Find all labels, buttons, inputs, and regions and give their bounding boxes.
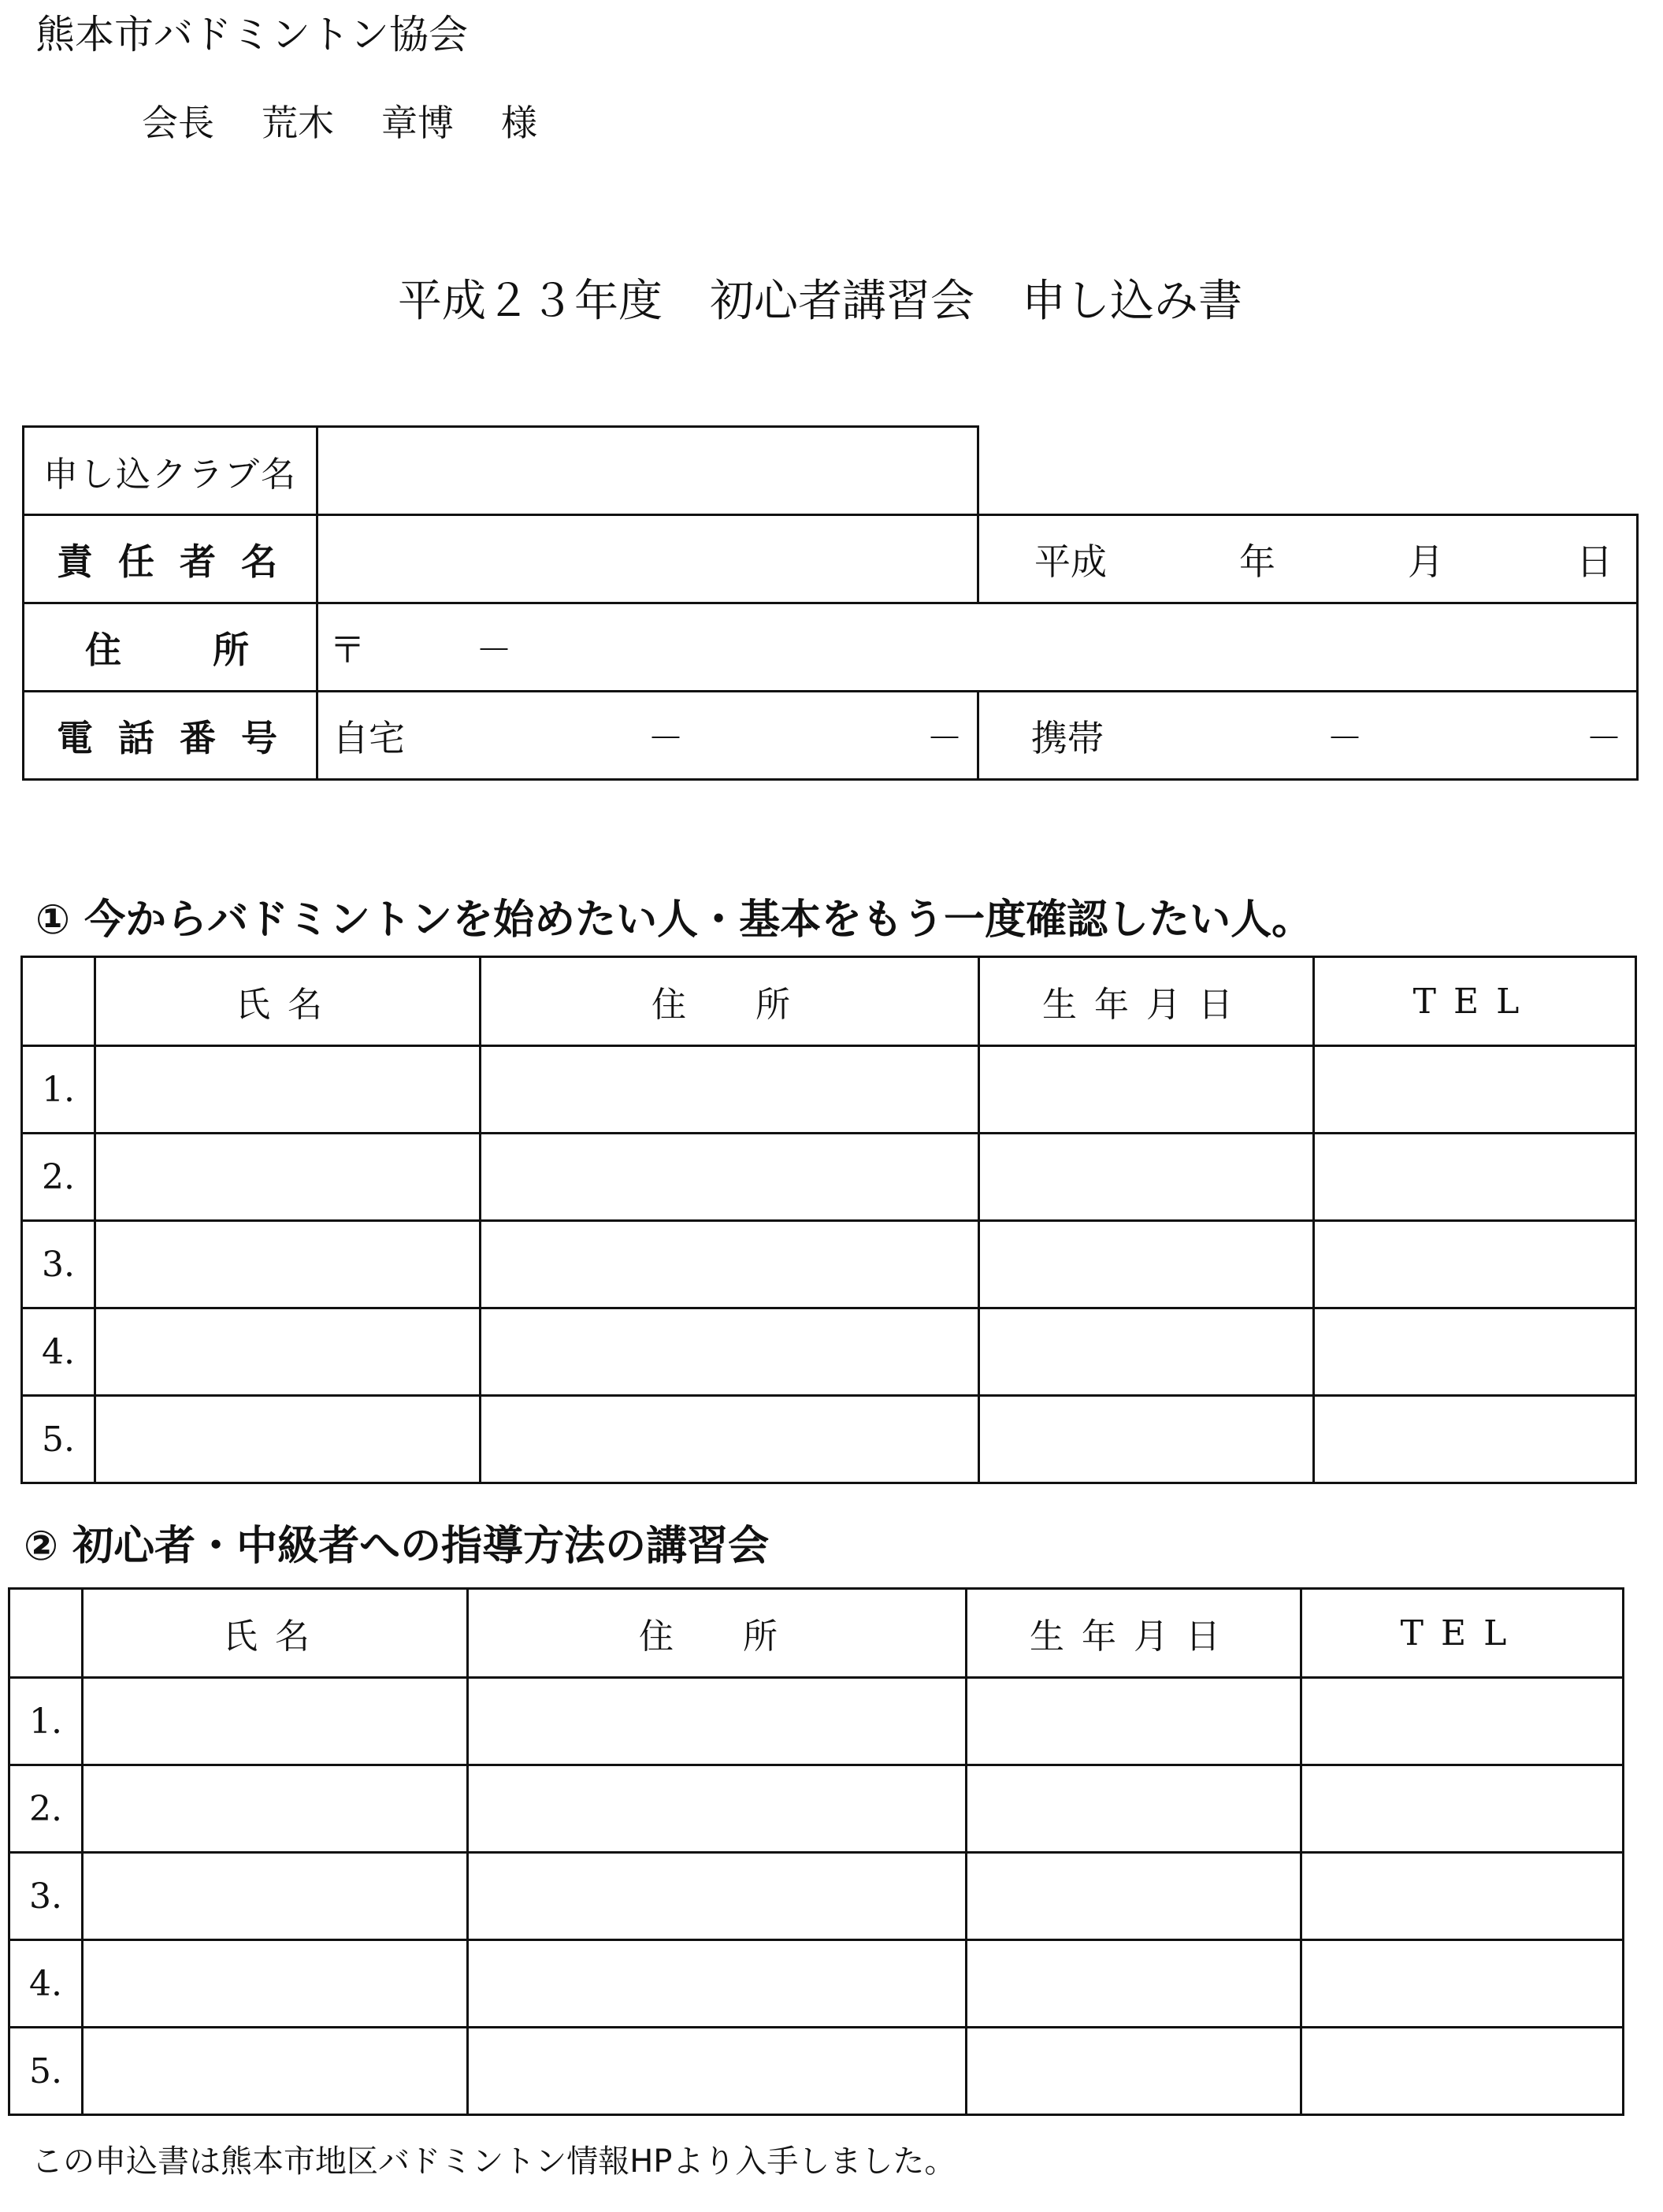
addressee-title: 会長 <box>142 102 214 144</box>
row-number: 1. <box>9 1678 83 1765</box>
birthdate-cell[interactable] <box>967 1940 1301 2028</box>
postal-dash: － <box>476 628 512 671</box>
row-number: 1. <box>22 1046 95 1134</box>
table-row <box>9 1940 1624 2028</box>
tel-cell[interactable] <box>1301 1940 1624 2028</box>
address-cell[interactable] <box>468 2028 967 2115</box>
address-column-header: 住 所 <box>481 957 979 1046</box>
birthdate-cell[interactable] <box>979 1134 1314 1221</box>
date-year-label: 年 <box>1239 540 1275 583</box>
tel-cell[interactable] <box>1301 1765 1624 1853</box>
address-cell[interactable] <box>481 1134 979 1221</box>
tel-cell[interactable] <box>1301 2028 1624 2115</box>
section2-table <box>8 1587 1624 2116</box>
row-number: 5. <box>22 1396 95 1483</box>
table-row <box>22 1221 1636 1308</box>
row-number-header <box>9 1589 83 1678</box>
title-year: 平成２３年度 <box>398 276 663 327</box>
row-number: 3. <box>22 1221 95 1308</box>
mobile-phone-field[interactable] <box>978 692 1638 780</box>
address-cell[interactable] <box>468 1765 967 1853</box>
table-row <box>9 1765 1624 1853</box>
tel-cell[interactable] <box>1301 1853 1624 1940</box>
row-number-header <box>22 957 95 1046</box>
address-cell[interactable] <box>481 1308 979 1396</box>
home-phone-dash-1: － <box>648 716 684 759</box>
manager-name-field[interactable] <box>317 515 978 603</box>
postal-mark: 〒 <box>329 628 366 671</box>
home-phone-dash-2: － <box>926 716 963 759</box>
name-cell[interactable] <box>83 2028 468 2115</box>
name-cell[interactable] <box>95 1134 481 1221</box>
tel-column-header: TEL <box>1301 1589 1624 1678</box>
addressee-honorific: 様 <box>501 102 537 144</box>
title-event: 初心者講習会 <box>710 276 974 327</box>
manager-name-label: 責 任 者 名 <box>24 515 317 603</box>
tel-cell[interactable] <box>1314 1221 1636 1308</box>
row-number: 5. <box>9 2028 83 2115</box>
row-number: 3. <box>9 1853 83 1940</box>
address-column-header: 住 所 <box>468 1589 967 1678</box>
tel-cell[interactable] <box>1314 1308 1636 1396</box>
name-cell[interactable] <box>95 1221 481 1308</box>
table-row <box>9 1678 1624 1765</box>
mobile-phone-dash-1: － <box>1327 716 1363 759</box>
table-row <box>22 1396 1636 1483</box>
section1-heading: ① 今からバドミントンを始めたい人・基本をもう一度確認したい人。 <box>35 896 1313 944</box>
name-cell[interactable] <box>83 1765 468 1853</box>
birthdate-cell[interactable] <box>967 2028 1301 2115</box>
date-day-label: 日 <box>1576 540 1613 583</box>
address-cell[interactable] <box>481 1221 979 1308</box>
address-cell[interactable] <box>468 1940 967 2028</box>
tel-cell[interactable] <box>1314 1396 1636 1483</box>
mobile-phone-label: 携帯 <box>1031 716 1104 759</box>
birthdate-column-header: 生年月日 <box>979 957 1314 1046</box>
table-row <box>22 1308 1636 1396</box>
address-cell[interactable] <box>481 1046 979 1134</box>
tel-cell[interactable] <box>1301 1678 1624 1765</box>
table-row <box>22 1046 1636 1134</box>
table-row <box>22 1134 1636 1221</box>
applicant-info-table <box>22 425 1639 781</box>
birthdate-cell[interactable] <box>979 1308 1314 1396</box>
home-phone-label: 自宅 <box>332 716 405 759</box>
home-phone-field[interactable] <box>317 692 978 780</box>
name-cell[interactable] <box>95 1046 481 1134</box>
row-number: 4. <box>22 1308 95 1396</box>
application-date-field[interactable] <box>978 515 1638 603</box>
section1-table <box>20 956 1637 1484</box>
title-doc: 申し込み書 <box>1022 276 1242 327</box>
document-title <box>398 266 1290 329</box>
addressee-surname: 荒木 <box>262 102 334 144</box>
tel-column-header: TEL <box>1314 957 1636 1046</box>
address-field[interactable] <box>317 603 1638 692</box>
row-number: 2. <box>22 1134 95 1221</box>
phone-label: 電 話 番 号 <box>24 692 317 780</box>
name-cell[interactable] <box>95 1396 481 1483</box>
club-name-label: 申し込クラブ名 <box>24 427 317 515</box>
name-cell[interactable] <box>83 1940 468 2028</box>
organization-name: 熊本市バドミントン協会 <box>35 12 468 58</box>
footer-note: この申込書は熊本市地区バドミントン情報HPより入手しました。 <box>32 2143 956 2180</box>
row-number: 4. <box>9 1940 83 2028</box>
name-cell[interactable] <box>83 1678 468 1765</box>
address-cell[interactable] <box>481 1396 979 1483</box>
birthdate-column-header: 生年月日 <box>967 1589 1301 1678</box>
address-cell[interactable] <box>468 1853 967 1940</box>
name-cell[interactable] <box>83 1853 468 1940</box>
name-cell[interactable] <box>95 1308 481 1396</box>
table-row <box>9 2028 1624 2115</box>
birthdate-cell[interactable] <box>967 1765 1301 1853</box>
tel-cell[interactable] <box>1314 1046 1636 1134</box>
date-era: 平成 <box>1034 540 1107 583</box>
address-label: 住 所 <box>24 603 317 692</box>
date-month-label: 月 <box>1408 540 1444 583</box>
name-column-header: 氏名 <box>83 1589 468 1678</box>
section2-heading: ② 初心者・中級者への指導方法の講習会 <box>24 1523 770 1570</box>
addressee-given-name: 章博 <box>381 102 454 144</box>
club-name-field[interactable] <box>317 427 978 515</box>
birthdate-cell[interactable] <box>979 1046 1314 1134</box>
birthdate-cell[interactable] <box>979 1221 1314 1308</box>
birthdate-cell[interactable] <box>979 1396 1314 1483</box>
birthdate-cell[interactable] <box>967 1853 1301 1940</box>
addressee <box>142 95 585 147</box>
birthdate-cell[interactable] <box>967 1678 1301 1765</box>
address-cell[interactable] <box>468 1678 967 1765</box>
mobile-phone-dash-2: － <box>1586 716 1622 759</box>
tel-cell[interactable] <box>1314 1134 1636 1221</box>
table-row <box>9 1853 1624 1940</box>
name-column-header: 氏名 <box>95 957 481 1046</box>
row-number: 2. <box>9 1765 83 1853</box>
